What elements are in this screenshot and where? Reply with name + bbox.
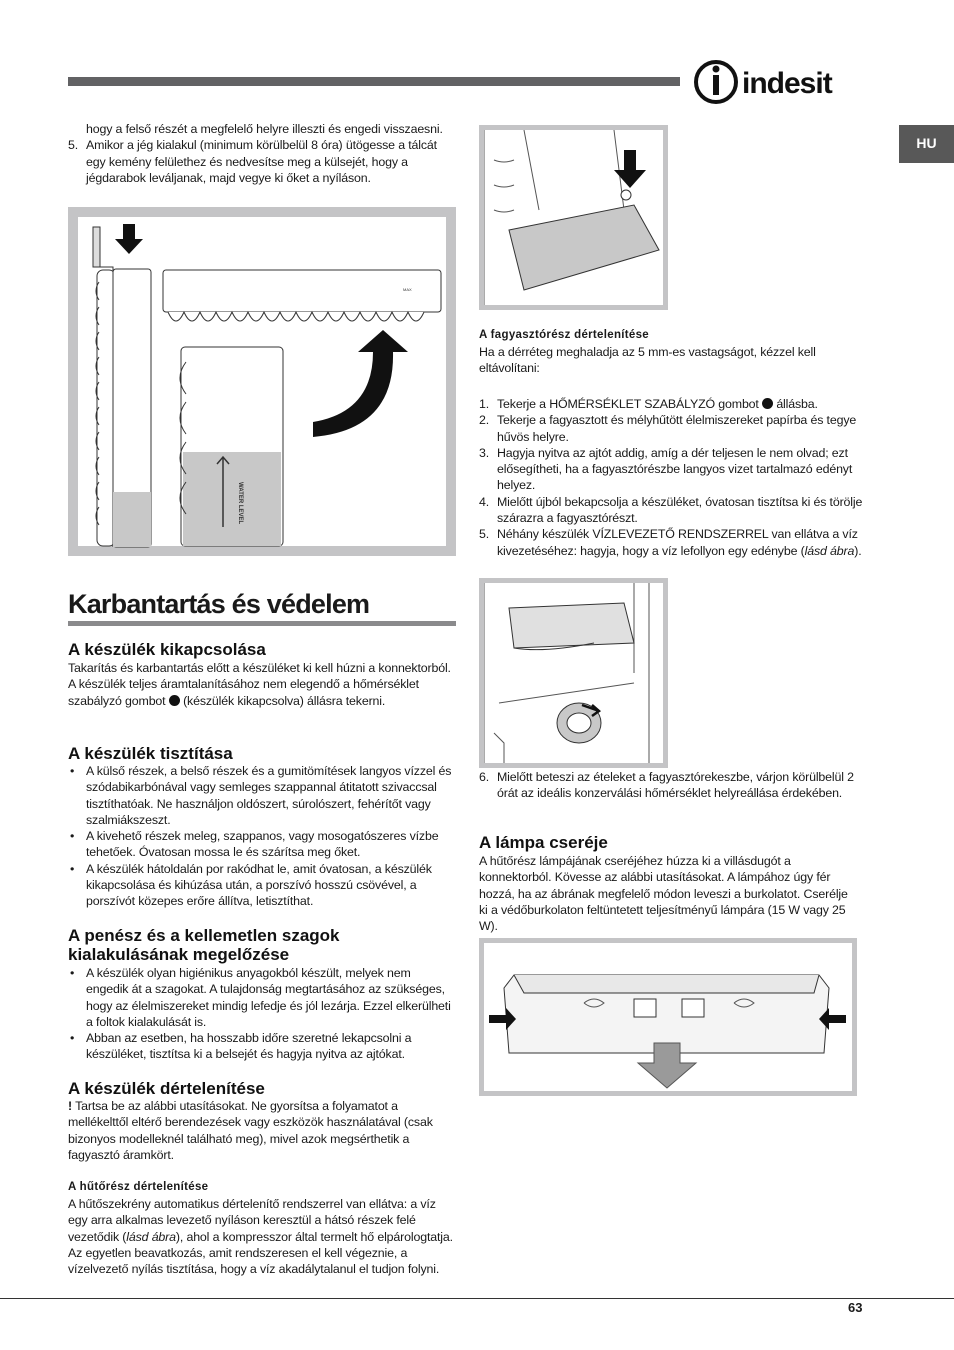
- step-5: [68, 137, 453, 186]
- water-level-label: WATER LEVEL: [237, 482, 243, 525]
- list-item: • A kivehető részek meleg, szappanos, vagy mosogatószeres vízbe tehetőek. Óvatosan mossa le és szárítsa meg őket.: [68, 828, 456, 861]
- list-item: • Abban az esetben, ha hosszabb időre szeretné lekapcsolni a készüléket, tisztítsa ki a belsejét és hagyja nyitva az ajtókat.: [68, 1030, 456, 1063]
- list-item: • A készülék olyan higiénikus anyagokból készült, melyek nem engedik át a szagokat. A tulajdonság megtartásához az szükséges, hogy az élelmiszereket mindig lefedje és jól lezárja. Ezzel elkerülheti a foltok kialakulását is.: [68, 965, 456, 1030]
- intro-continuation: hogy a felső részét a megfelelő helyre illeszti és engedi visszaesni.: [86, 122, 443, 136]
- brand-name: indesit: [742, 67, 832, 100]
- ice-tray-figure: [68, 207, 456, 556]
- lamp-title: A lámpa cseréje: [479, 833, 608, 852]
- section-fridge-defrost-text: A hűtőszekrény automatikus dértelenítő rendszerrel van ellátva: a víz egy arra alkalmas levezető nyíláson keresztül a hátsó részek felé vezetődik (lásd ábra), ahol a kompresszor által termelt hő elpárologtatja. Az egyetlen beavatkozás, amit rendszeresen el kell végeznie, a vízelvezető nyílás tisztítása, hogy a víz akadálytalanul el tudjon folyni.: [68, 1197, 453, 1277]
- step-text: Amikor a jég kialakul (minimum körülbelül 8 óra) ütögesse a tálcát egy kemény felülethez és nedvesítse meg a külsejét, hogy a jégdarabok leváljanak, majd vegye ki őket a nyíláson.: [86, 138, 437, 185]
- section-fridge-defrost-title: A hűtőrész dértelenítése: [68, 1181, 209, 1193]
- section-switch-off-title: A készülék kikapcsolása: [68, 640, 266, 659]
- header-bar: [68, 77, 680, 86]
- language-tab: HU: [899, 125, 954, 163]
- knob-icon: [169, 695, 180, 706]
- step-1: 1. Tekerje a HŐMÉRSÉKLET SZABÁLYZÓ gombot állásba.: [479, 397, 818, 411]
- warning-mark: !: [68, 1099, 72, 1113]
- lamp-illustration: [484, 943, 852, 1091]
- step-2: 2. Tekerje a fagyasztott és mélyhűtött élelmiszereket papírba és tegye hűvös helyre.: [479, 413, 857, 444]
- list-item: • A készülék hátoldalán por rakódhat le, amit óvatosan, a készülék kikapcsolása és kihúzása után, a porszívó hosszú csövével, a porszívót közepes erőre állítva, letisztíthat.: [68, 861, 456, 910]
- knob-icon: [762, 398, 773, 409]
- step-5: 5. Néhány készülék VÍZLEVEZETŐ RENDSZERREL van ellátva a víz kivezetéséhez: hagyja, hogy a víz lefollyon egy edénybe (lásd ábra).: [479, 527, 862, 558]
- step-number: 5.: [68, 138, 79, 153]
- drain-figure: [479, 578, 668, 768]
- lamp-text: A hűtőrész lámpájának cseréjéhez húzza ki a villásdugót a konnektorból. Kövesse az alábbi utasításokat. A lámpához úgy fér hozzá, ha az ábrának megfelelő módon leveszi a burkolatot. Cserélje ki a védőburkolaton feltüntetett teljesítményű lámpára (15 W vagy 25 W).: [479, 854, 848, 934]
- left-intro: [68, 121, 453, 186]
- freezer-defrost-title: A fagyasztórész dértelenítése: [479, 329, 649, 341]
- max-label: MAX: [403, 287, 412, 292]
- section-defrost-title: A készülék dértelenítése: [68, 1079, 265, 1098]
- page-number: 63: [848, 1300, 863, 1315]
- freezer-illustration: [484, 130, 663, 305]
- lamp-figure: [479, 938, 857, 1096]
- indesit-logo-icon: [694, 58, 869, 106]
- freezer-figure: [479, 125, 668, 310]
- step-6: 6. Mielőtt beteszi az ételeket a fagyasztórekeszbe, várjon körülbelül 2 órát az ideális konzerválási hőmérséklet helyreállása érdekében.: [479, 770, 854, 801]
- section-mold-list: [68, 965, 456, 1063]
- brand-logo: [694, 58, 869, 106]
- ice-tray-illustration: [73, 212, 451, 551]
- list-item: • A külső részek, a belső részek és a gumitömítések langyos vízzel és szódabikarbónával vagy semleges szappannal átitatott szivaccsal tisztíthatóak. Ne használjon oldószert, súrolószert, fehérítőt vagy szalmiákszeszt.: [68, 763, 456, 828]
- title-underline: [68, 621, 456, 626]
- section-cleaning-title: A készülék tisztítása: [68, 744, 233, 763]
- freezer-steps: [479, 396, 865, 559]
- drain-illustration: [484, 583, 663, 763]
- page-title: Karbantartás és védelem: [68, 589, 370, 619]
- section-defrost-text: ! Tartsa be az alábbi utasításokat. Ne gyorsítsa a folyamatot a mellékelttől eltérő berendezések vagy eszközök használatával (csak bizonyos modelleknél található meg), mivel azok megsérthetik a fagyasztó áramkört.: [68, 1099, 433, 1162]
- section-cleaning-list: [68, 763, 456, 910]
- step-4: 4. Mielőtt újból bekapcsolja a készüléket, óvatosan tisztítsa ki és törölje szárazra a fagyasztórészt.: [479, 494, 863, 526]
- section-switch-off-text: Takarítás és karbantartás előtt a készüléket ki kell húzni a konnektorból. A készülék teljes áramtalanításához nem elegendő a hőmérséklet szabályzó gombot (készülék kikapcsolva) állásra tekerni.: [68, 661, 451, 708]
- freezer-defrost-intro: Ha a dérréteg meghaladja az 5 mm-es vastagságot, kézzel kell eltávolítani:: [479, 345, 816, 376]
- section-mold-title: A penész és a kellemetlen szagok kialakulásának megelőzése: [68, 926, 340, 964]
- step-3: 3. Hagyja nyitva az ajtót addig, amíg a dér teljesen le nem olvad; ezt elősegítheti, ha a fagyasztórészbe langyos vizet tartalmazó edényt helyez.: [479, 445, 853, 493]
- footer-rule: [0, 1298, 954, 1299]
